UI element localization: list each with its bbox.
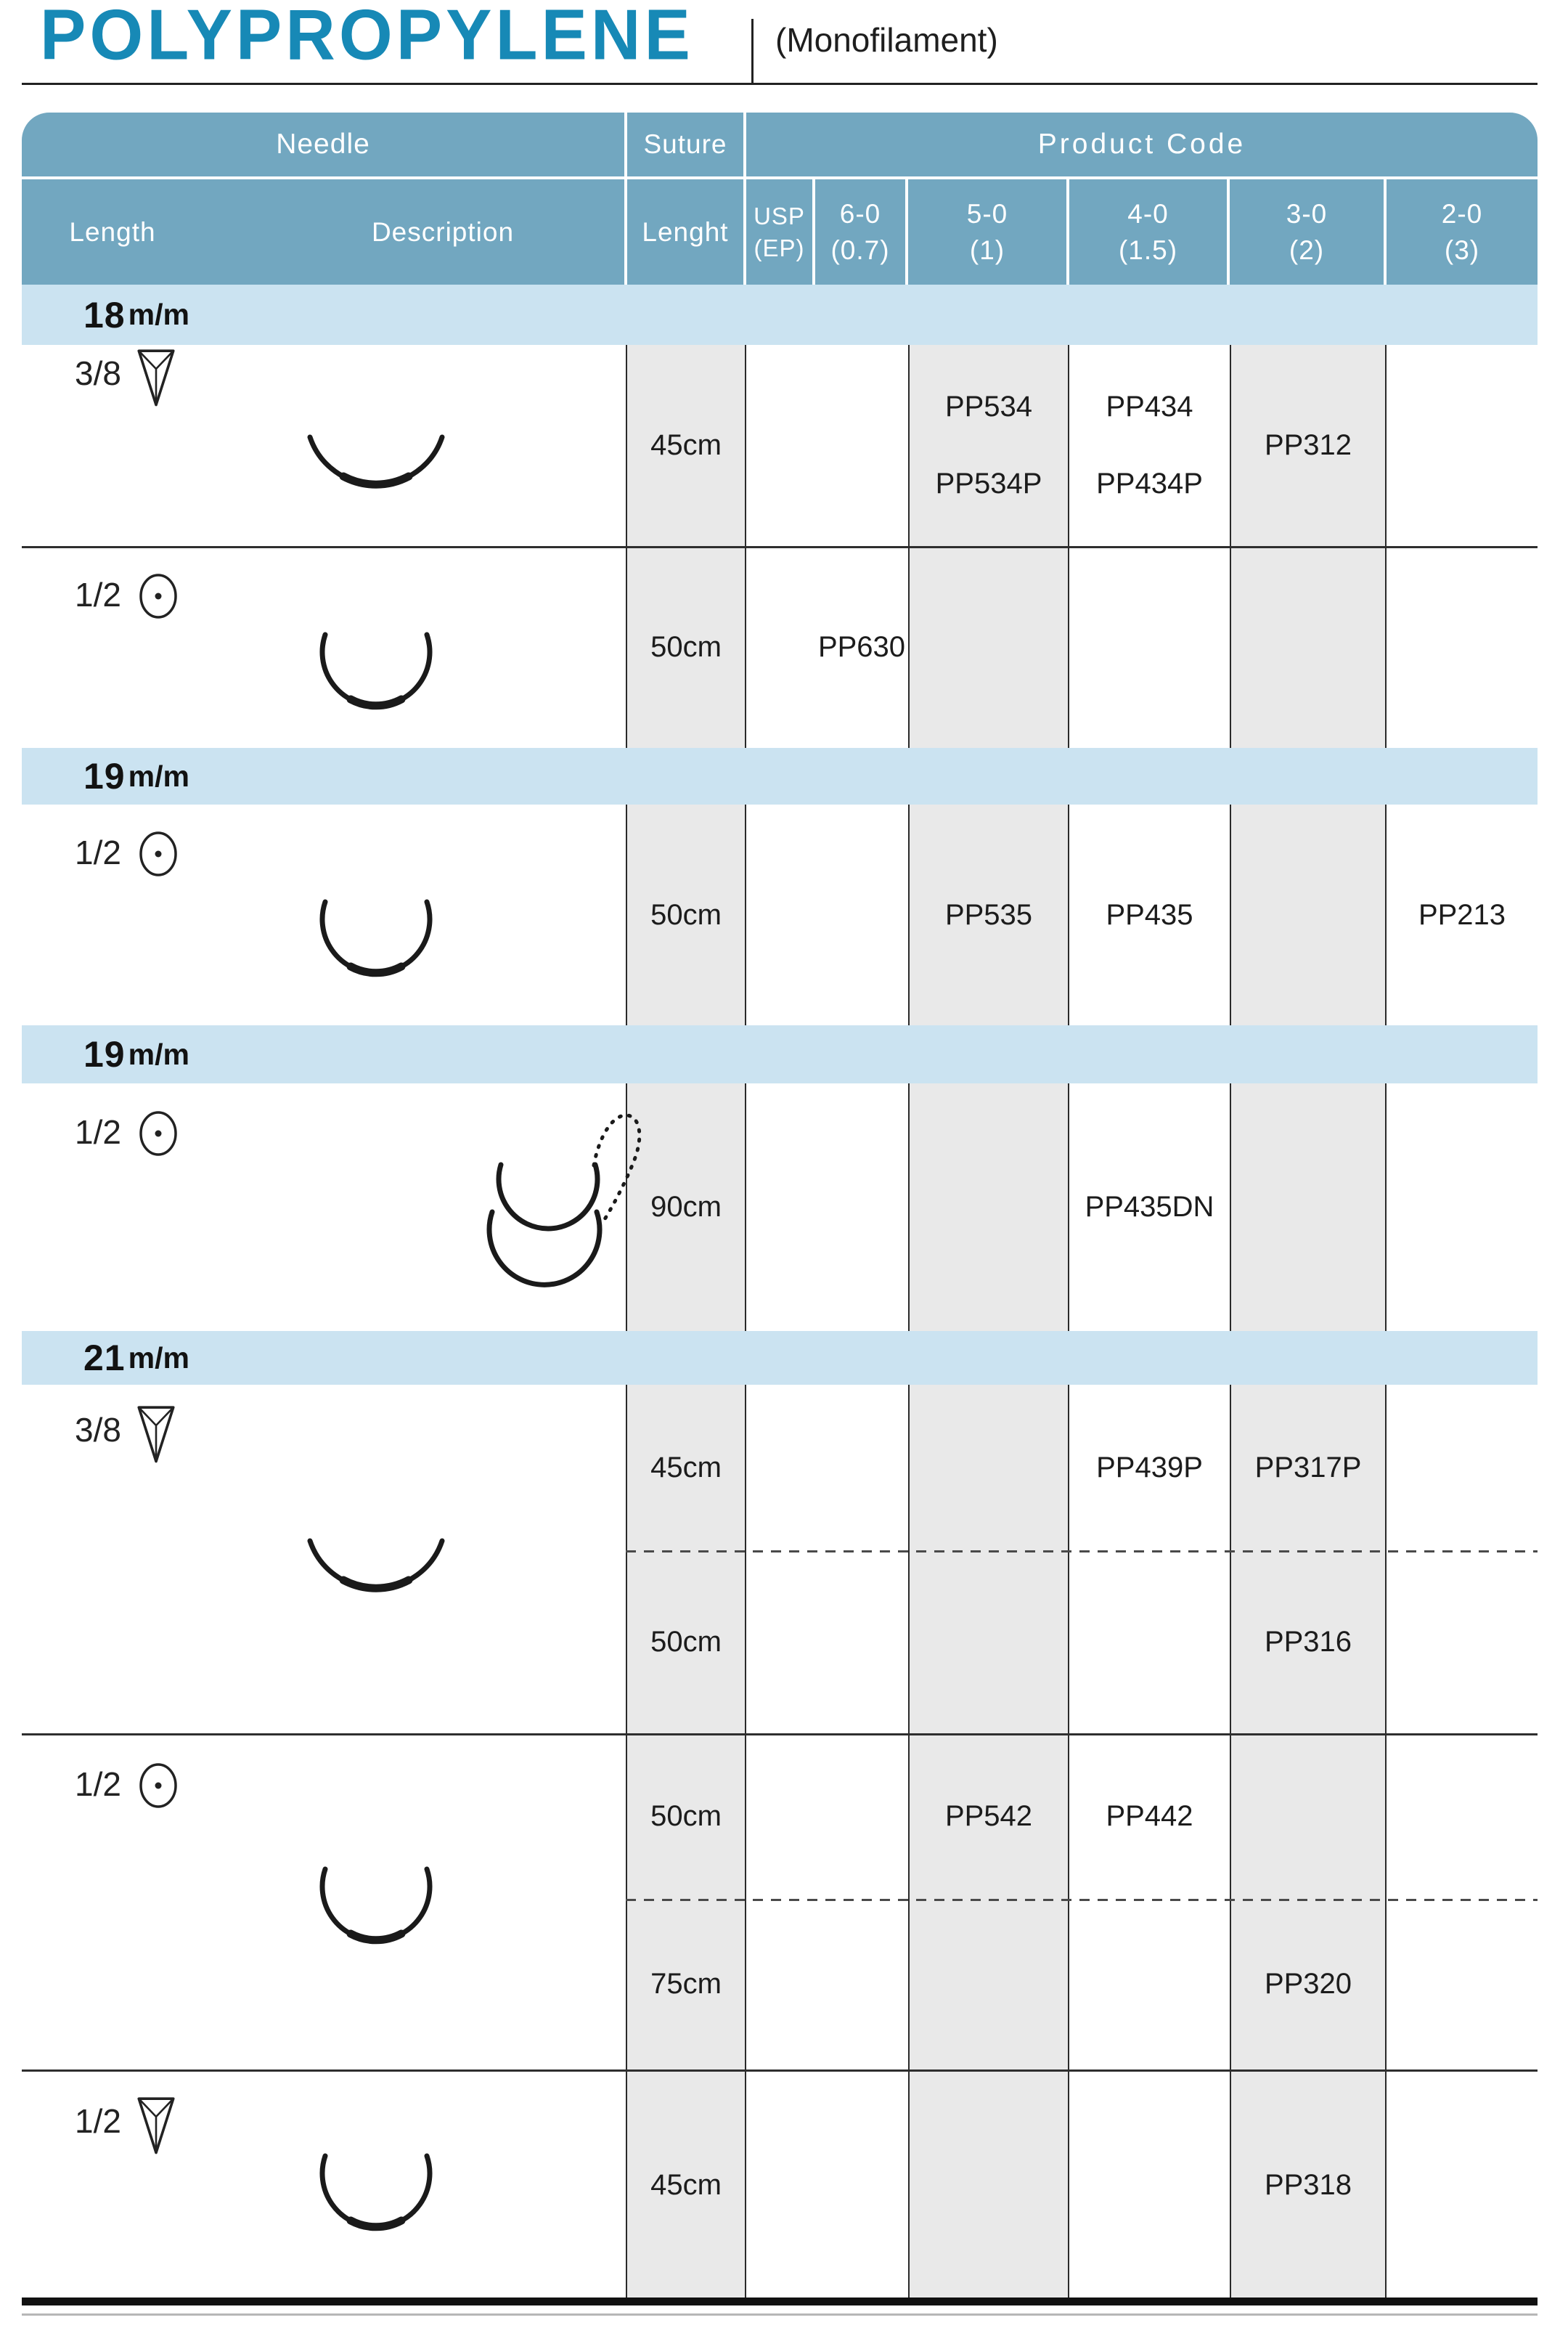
product-code: PP312 bbox=[1264, 429, 1352, 461]
taper-point-icon bbox=[136, 827, 180, 881]
taper-point-icon bbox=[136, 1759, 180, 1812]
header-needle-subrow bbox=[22, 179, 624, 285]
header-col-size-3-0 bbox=[1230, 179, 1384, 285]
needle-circle-fraction: 3/8 bbox=[75, 354, 121, 392]
size-5-0-column-stripe bbox=[908, 285, 1069, 2300]
header-col-size-6-0 bbox=[815, 179, 905, 285]
page-subtitle: (Monofilament) bbox=[775, 21, 998, 59]
needle-circle-fraction: 1/2 bbox=[75, 2102, 121, 2140]
row-divider bbox=[22, 546, 1538, 548]
needle-curve-3-8-circle bbox=[300, 1519, 452, 1617]
header-col-size-5-0 bbox=[908, 179, 1066, 285]
needle-circle-fraction: 1/2 bbox=[75, 1765, 121, 1803]
size-ep: (3) bbox=[1444, 235, 1480, 265]
size-usp: 4-0 bbox=[1127, 198, 1169, 229]
product-code: PP442 bbox=[1106, 1800, 1193, 1832]
section-size: 19 bbox=[83, 1034, 126, 1075]
size-ep: (1) bbox=[969, 235, 1005, 265]
taper-point-icon bbox=[136, 1107, 180, 1160]
product-code: PP534 bbox=[944, 391, 1033, 423]
product-code: PP630 bbox=[817, 631, 906, 663]
section-size: 21 bbox=[83, 1338, 126, 1378]
product-code: PP316 bbox=[1264, 1626, 1352, 1658]
product-table bbox=[22, 113, 1538, 2320]
taper-point-icon bbox=[136, 569, 180, 623]
table-body bbox=[22, 285, 1538, 2320]
product-code: PP435DN bbox=[1085, 1191, 1214, 1223]
size-usp: 6-0 bbox=[839, 198, 881, 229]
sub-row-dashed-divider bbox=[626, 1550, 1538, 1552]
product-code: PP317P bbox=[1254, 1452, 1362, 1484]
product-code: PP542 bbox=[944, 1800, 1033, 1832]
suture-length-value: 50cm bbox=[650, 1800, 722, 1832]
suture-length-value: 45cm bbox=[650, 1452, 722, 1484]
header-col-length: Length bbox=[69, 216, 156, 247]
size-ep: (0.7) bbox=[830, 235, 890, 265]
needle-circle-fraction: 3/8 bbox=[75, 1411, 121, 1449]
title-rule bbox=[22, 83, 1538, 85]
needle-curve-1-2-circle bbox=[303, 886, 449, 980]
needle-curve-1-2-circle bbox=[303, 2140, 449, 2234]
page-title: POLYPROPYLENE bbox=[40, 0, 694, 76]
product-code: PP534P bbox=[935, 468, 1042, 500]
suture-length-value: 50cm bbox=[650, 899, 722, 931]
page-edge-line bbox=[22, 2313, 1538, 2316]
table-bottom-border bbox=[22, 2298, 1538, 2305]
needle-curve-1-2-circle bbox=[303, 619, 449, 713]
header-col-size-4-0 bbox=[1069, 179, 1227, 285]
header-col-usp bbox=[746, 179, 812, 285]
sub-row-dashed-divider bbox=[626, 1899, 1538, 1901]
section-unit: m/m bbox=[128, 1340, 189, 1375]
product-code: PP535 bbox=[944, 899, 1033, 931]
title-divider bbox=[751, 19, 754, 83]
header-product-code-group: Product Code bbox=[746, 113, 1538, 176]
section-size: 18 bbox=[83, 294, 126, 335]
suture-length-value: 50cm bbox=[650, 631, 722, 663]
section-unit: m/m bbox=[128, 1037, 189, 1071]
product-code: PP318 bbox=[1264, 2169, 1352, 2201]
section-band-19mm-double bbox=[22, 1025, 1538, 1083]
suture-length-value: 50cm bbox=[650, 1626, 722, 1658]
suture-length-value: 45cm bbox=[650, 2169, 722, 2201]
header-col-size-2-0 bbox=[1387, 179, 1538, 285]
product-code: PP434 bbox=[1106, 391, 1193, 423]
product-code: PP439P bbox=[1096, 1452, 1203, 1484]
needle-curve-1-2-circle bbox=[303, 1853, 449, 1948]
section-size: 19 bbox=[83, 756, 126, 797]
product-code: PP435 bbox=[1106, 899, 1193, 931]
size-usp: 2-0 bbox=[1441, 198, 1483, 229]
section-band-18mm bbox=[22, 285, 1538, 345]
header-needle-group: Needle bbox=[22, 113, 624, 176]
section-unit: m/m bbox=[128, 298, 189, 331]
cutting-point-icon bbox=[134, 1403, 179, 1472]
size-usp: 3-0 bbox=[1286, 198, 1328, 229]
cutting-point-icon bbox=[134, 2094, 179, 2163]
header-col-description: Description bbox=[371, 216, 515, 247]
ep-label: (EP) bbox=[754, 234, 805, 261]
needle-curve-3-8-circle bbox=[300, 415, 452, 513]
needle-circle-fraction: 1/2 bbox=[75, 1113, 121, 1151]
section-unit: m/m bbox=[128, 759, 189, 793]
product-code: PP320 bbox=[1264, 1968, 1352, 2000]
product-code: PP213 bbox=[1418, 899, 1506, 931]
needle-circle-fraction: 1/2 bbox=[75, 576, 121, 614]
section-band-21mm bbox=[22, 1331, 1538, 1385]
product-code: PP434P bbox=[1096, 468, 1203, 500]
header-col-suture-length: Lenght bbox=[627, 179, 743, 285]
size-ep: (1.5) bbox=[1118, 235, 1178, 265]
row-divider bbox=[22, 2069, 1538, 2072]
suture-length-value: 45cm bbox=[650, 429, 722, 461]
needle-circle-fraction: 1/2 bbox=[75, 834, 121, 871]
section-band-19mm bbox=[22, 748, 1538, 805]
row-divider bbox=[22, 1733, 1538, 1735]
size-ep: (2) bbox=[1289, 235, 1325, 265]
size-usp: 5-0 bbox=[966, 198, 1008, 229]
cutting-point-icon bbox=[134, 346, 179, 415]
header-suture-group: Suture bbox=[627, 113, 743, 176]
usp-label: USP bbox=[754, 202, 805, 229]
suture-length-value: 90cm bbox=[650, 1191, 722, 1223]
suture-length-value: 75cm bbox=[650, 1968, 722, 2000]
